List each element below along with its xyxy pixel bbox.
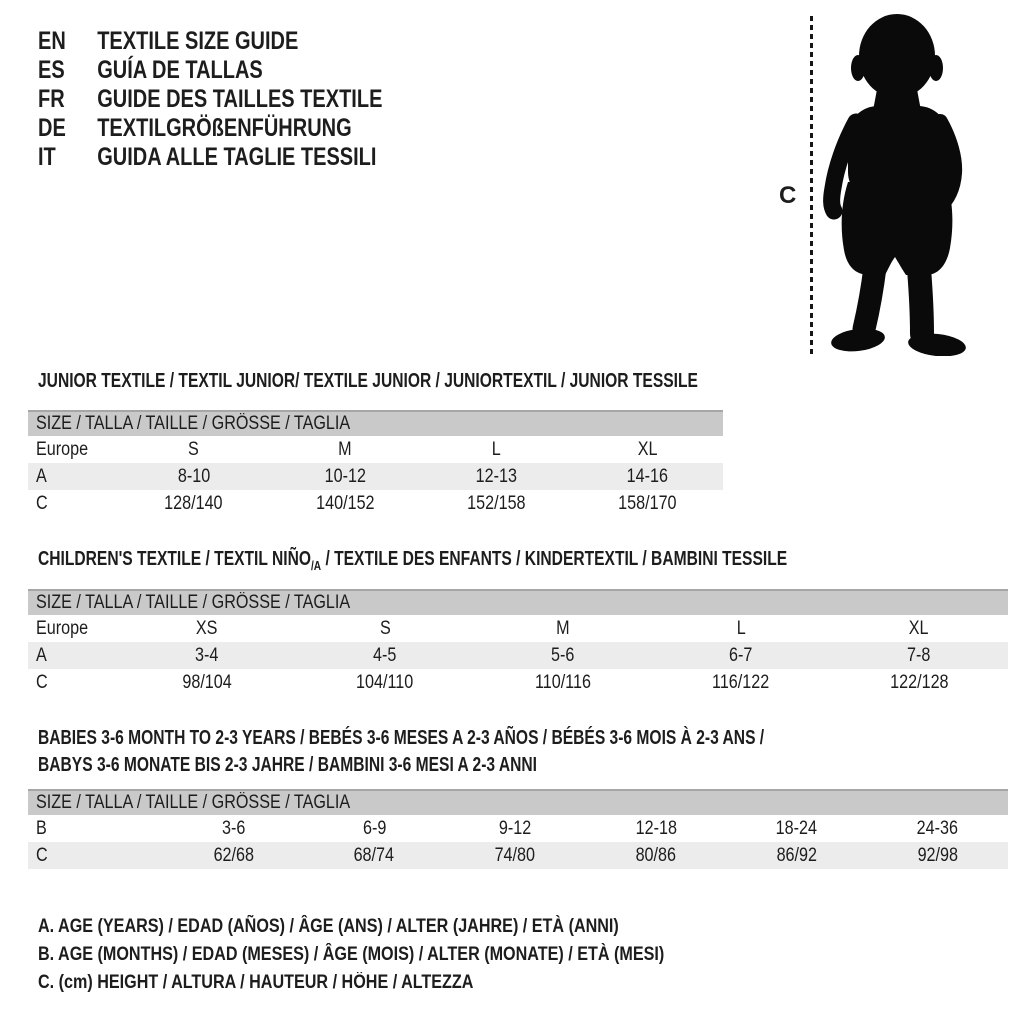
babies-section-title: BABIES 3-6 MONTH TO 2-3 YEARS / BEBÉS 3-6 MESES A 2-3 AÑOS / BÉBÉS 3-6 MOIS À 2-3 ANS / BABYS 3-6 MONATE BIS 2-3 JAHRE / BAMBINI 3-6 MESI A 2-3 ANNI [38,727,765,776]
table-cell: 4-5 [373,644,397,666]
table-cell: 6-7 [729,644,753,666]
table-cell: 12-13 [475,465,517,487]
table-cell: 6-9 [362,817,386,839]
table-cell: 24-36 [916,817,959,839]
language-title: GUÍA DE TALLAS [97,56,263,84]
table-cell: 12-18 [635,817,677,839]
table-cell: 116/122 [712,671,770,693]
table-cell: 86/92 [776,844,817,866]
size-table-header: SIZE / TALLA / TAILLE / GRÖSSE / TAGLIA [28,589,1008,615]
table-cell: 14-16 [626,465,669,487]
row-label: C [36,844,48,866]
children-size-table [28,589,1008,696]
language-code: IT [38,143,56,171]
language-code: DE [38,114,66,142]
toddler-silhouette-icon [818,12,970,356]
table-cell: 3-4 [195,644,219,666]
language-row [38,85,469,114]
table-row [28,842,1008,869]
junior-section-title: JUNIOR TEXTILE / TEXTIL JUNIOR/ TEXTILE JUNIOR / JUNIORTEXTIL / JUNIOR TESSILE [38,370,698,392]
table-row [28,669,1008,696]
table-cell: XL [637,438,658,460]
table-cell: 8-10 [177,465,210,487]
children-section-title: CHILDREN'S TEXTILE / TEXTIL $NIÑO_{/A}$ / TEXTILE DES ENFANTS / KINDERTEXTIL / BAMBINI TESSILE [38,548,788,573]
legend-line-b: B. AGE (MONTHS) / EDAD (MESES) / ÂGE (MOIS) / ALTER (MONATE) / ETÀ (MESI) [38,944,665,965]
table-cell: L [736,617,746,639]
row-label: C [36,671,48,693]
table-row [28,615,1008,642]
table-cell: 3-6 [221,817,246,839]
language-code: FR [38,85,65,113]
language-title: TEXTILE SIZE GUIDE [97,27,299,55]
subscript-text: /A [310,558,322,573]
table-cell: 152/158 [466,492,526,514]
table-cell: 62/68 [213,844,254,866]
table-cell: XL [909,617,929,639]
junior-size-table [28,410,723,517]
table-row [28,436,723,463]
table-cell: 128/140 [164,492,223,514]
language-title: GUIDA ALLE TAGLIE TESSILI [97,143,377,171]
language-row [38,143,469,172]
language-row [38,114,469,143]
table-cell: M [338,438,352,460]
size-table-header: SIZE / TALLA / TAILLE / GRÖSSE / TAGLIA [28,410,723,436]
table-cell: 68/74 [354,844,395,866]
language-row [38,56,469,85]
language-code: EN [38,27,66,55]
height-measure-dotted-line [810,16,813,356]
table-cell: 74/80 [494,844,536,866]
table-cell: 18-24 [776,817,818,839]
row-label: Europe [36,438,89,460]
table-row [28,463,723,490]
table-cell: 5-6 [551,644,575,666]
babies-size-table [28,789,1008,869]
table-cell: 9-12 [498,817,532,839]
height-measure-label: C [779,182,797,209]
table-cell: L [491,438,501,460]
row-label: Europe [36,617,89,639]
table-cell: 140/152 [315,492,375,514]
language-row [38,27,469,56]
language-code: ES [38,56,65,84]
size-table-header: SIZE / TALLA / TAILLE / GRÖSSE / TAGLIA [28,789,1008,815]
table-cell: 104/110 [356,671,414,693]
table-cell: 98/104 [182,671,232,693]
table-cell: 80/86 [635,844,677,866]
table-cell: 110/116 [535,671,591,693]
table-row [28,815,1008,842]
legend-line-a: A. AGE (YEARS) / EDAD (AÑOS) / ÂGE (ANS) / ALTER (JAHRE) / ETÀ (ANNI) [38,916,619,937]
row-label: A [36,644,47,666]
language-title: GUIDE DES TAILLES TEXTILE [97,85,383,113]
table-cell: S [379,617,391,639]
language-list [38,27,469,172]
table-cell: XS [196,617,218,639]
table-cell: 10-12 [324,465,366,487]
row-label: C [36,492,48,514]
measurement-legend [38,913,775,997]
table-cell: 7-8 [907,644,931,666]
table-cell: 92/98 [917,844,958,866]
table-cell: M [556,617,570,639]
language-title: TEXTILGRÖßENFÜHRUNG [97,114,352,142]
legend-line-c: C. (cm) HEIGHT / ALTURA / HAUTEUR / HÖHE / ALTEZZA [38,972,474,993]
table-cell: 158/170 [618,492,677,514]
row-label: B [36,817,47,839]
table-row [28,642,1008,669]
table-row [28,490,723,517]
table-cell: 122/128 [889,671,949,693]
row-label: A [36,465,47,487]
table-cell: S [188,438,200,460]
